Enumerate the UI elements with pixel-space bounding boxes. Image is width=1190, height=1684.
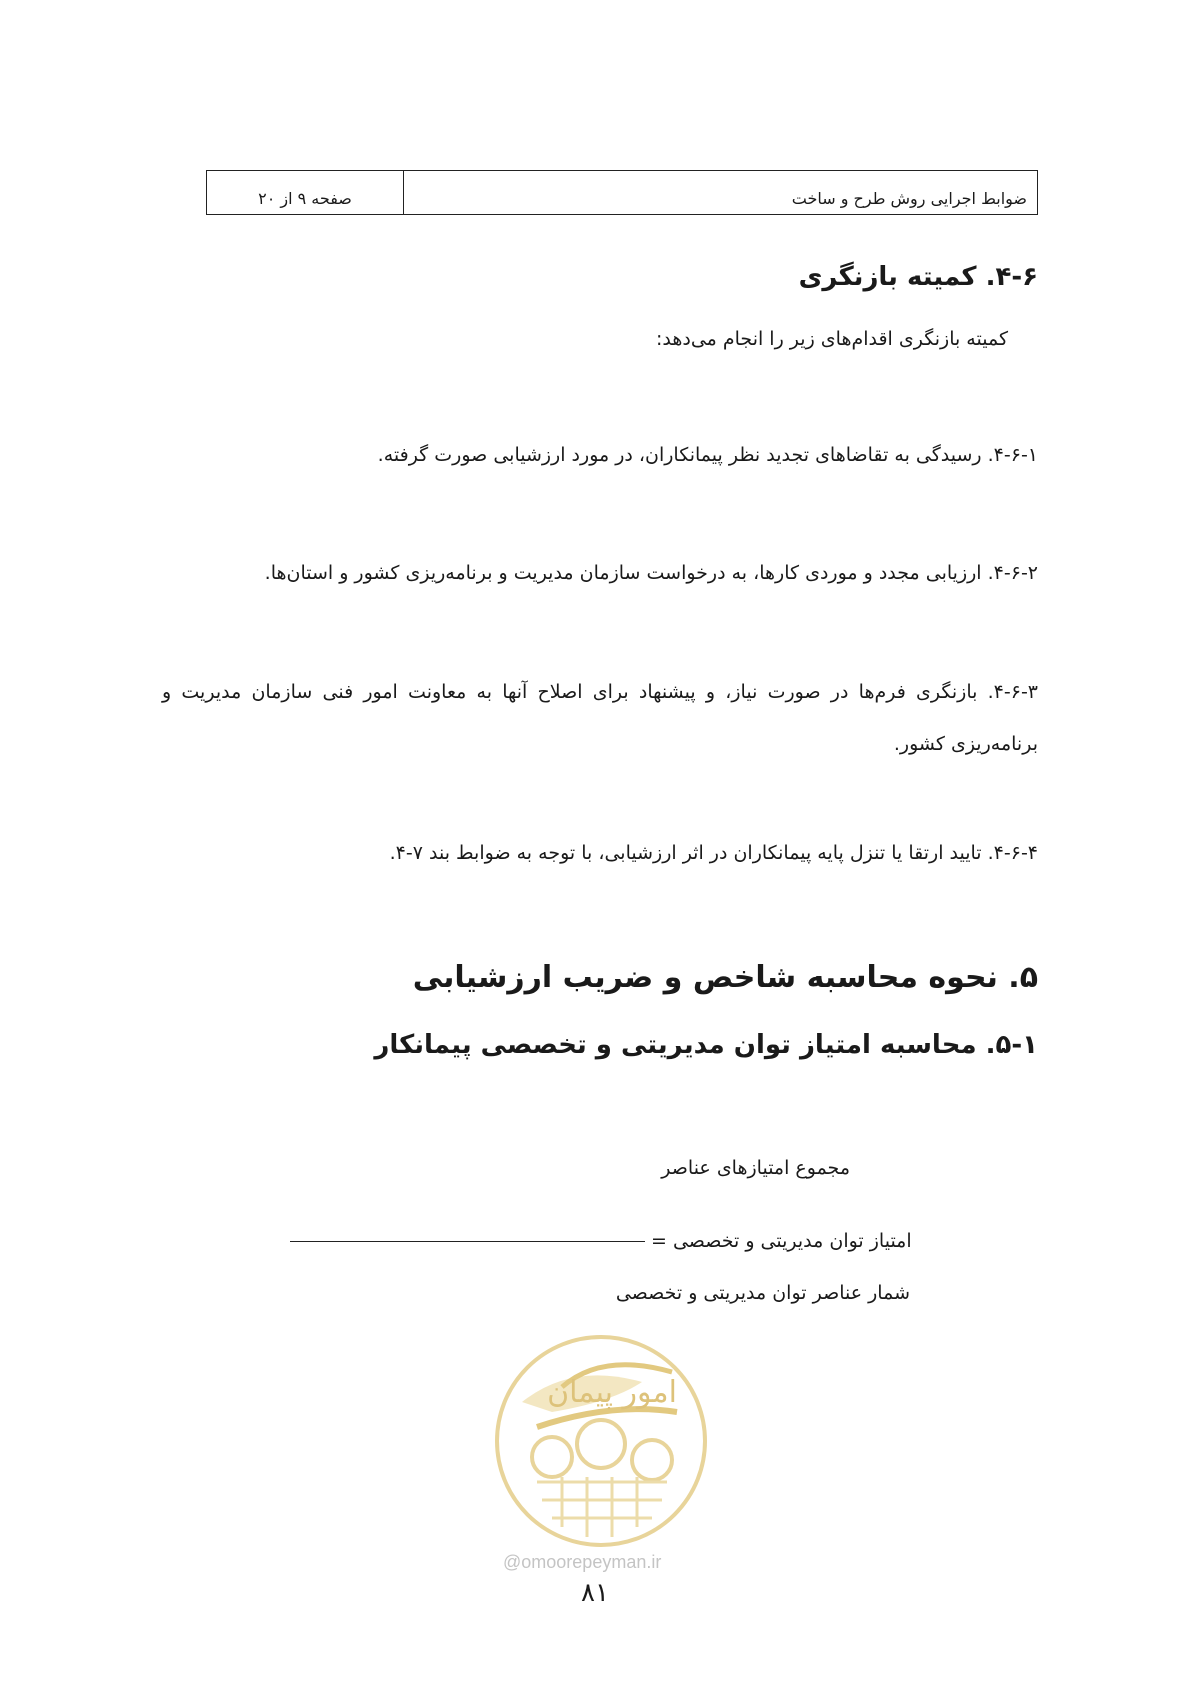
list-item-4-6-3: ۴-۶-۳. بازنگری فرم‌ها در صورت نیاز، و پیشنهاد برای اصلاح آنها به معاونت امور فنی سازمان مدیریت و برنامه‌ریزی کشور. [162, 681, 1038, 755]
list-item-4-6-1: ۴-۶-۱. رسیدگی به تقاضاهای تجدید نظر پیمانکاران، در مورد ارزشیابی صورت گرفته. [377, 444, 1038, 466]
document-title: ضوابط اجرایی روش طرح و ساخت [403, 171, 1037, 214]
formula-lhs: امتیاز توان مدیریتی و تخصصی = [651, 1230, 912, 1252]
list-item-4-6-2: ۴-۶-۲. ارزیابی مجدد و موردی کارها، به درخواست سازمان مدیریت و برنامه‌ریزی کشور و استان‌ها. [264, 562, 1038, 584]
page-header-table [206, 170, 1038, 215]
section-intro: کمیته بازنگری اقدام‌های زیر را انجام می‌دهد: [655, 328, 1008, 350]
list-item-4-6-4: ۴-۶-۴. تایید ارتقا یا تنزل پایه پیمانکاران در اثر ارزشیابی، با توجه به ضوابط بند ۷-۴. [389, 842, 1038, 864]
formula-numerator: مجموع امتیازهای عناصر [661, 1157, 850, 1179]
formula-denominator: شمار عناصر توان مدیریتی و تخصصی [615, 1282, 910, 1304]
section-heading-4-6: ۴-۶. کمیته بازنگری [798, 262, 1038, 292]
fraction-bar [290, 1241, 645, 1242]
watermark-logo [492, 1332, 710, 1550]
section-heading-5-1: ۵-۱. محاسبه امتیاز توان مدیریتی و تخصصی پیمانکار [374, 1030, 1038, 1060]
page-number: ۸۱ [581, 1578, 609, 1608]
watermark-url: @omoorepeyman.ir [503, 1552, 662, 1572]
page-label: صفحه ۹ از ۲۰ [258, 189, 352, 208]
formula-row [290, 1230, 912, 1252]
watermark-logo-text: امور پیمان [547, 1375, 677, 1410]
section-heading-5: ۵. نحوه محاسبه شاخص و ضریب ارزشیابی [412, 960, 1038, 995]
